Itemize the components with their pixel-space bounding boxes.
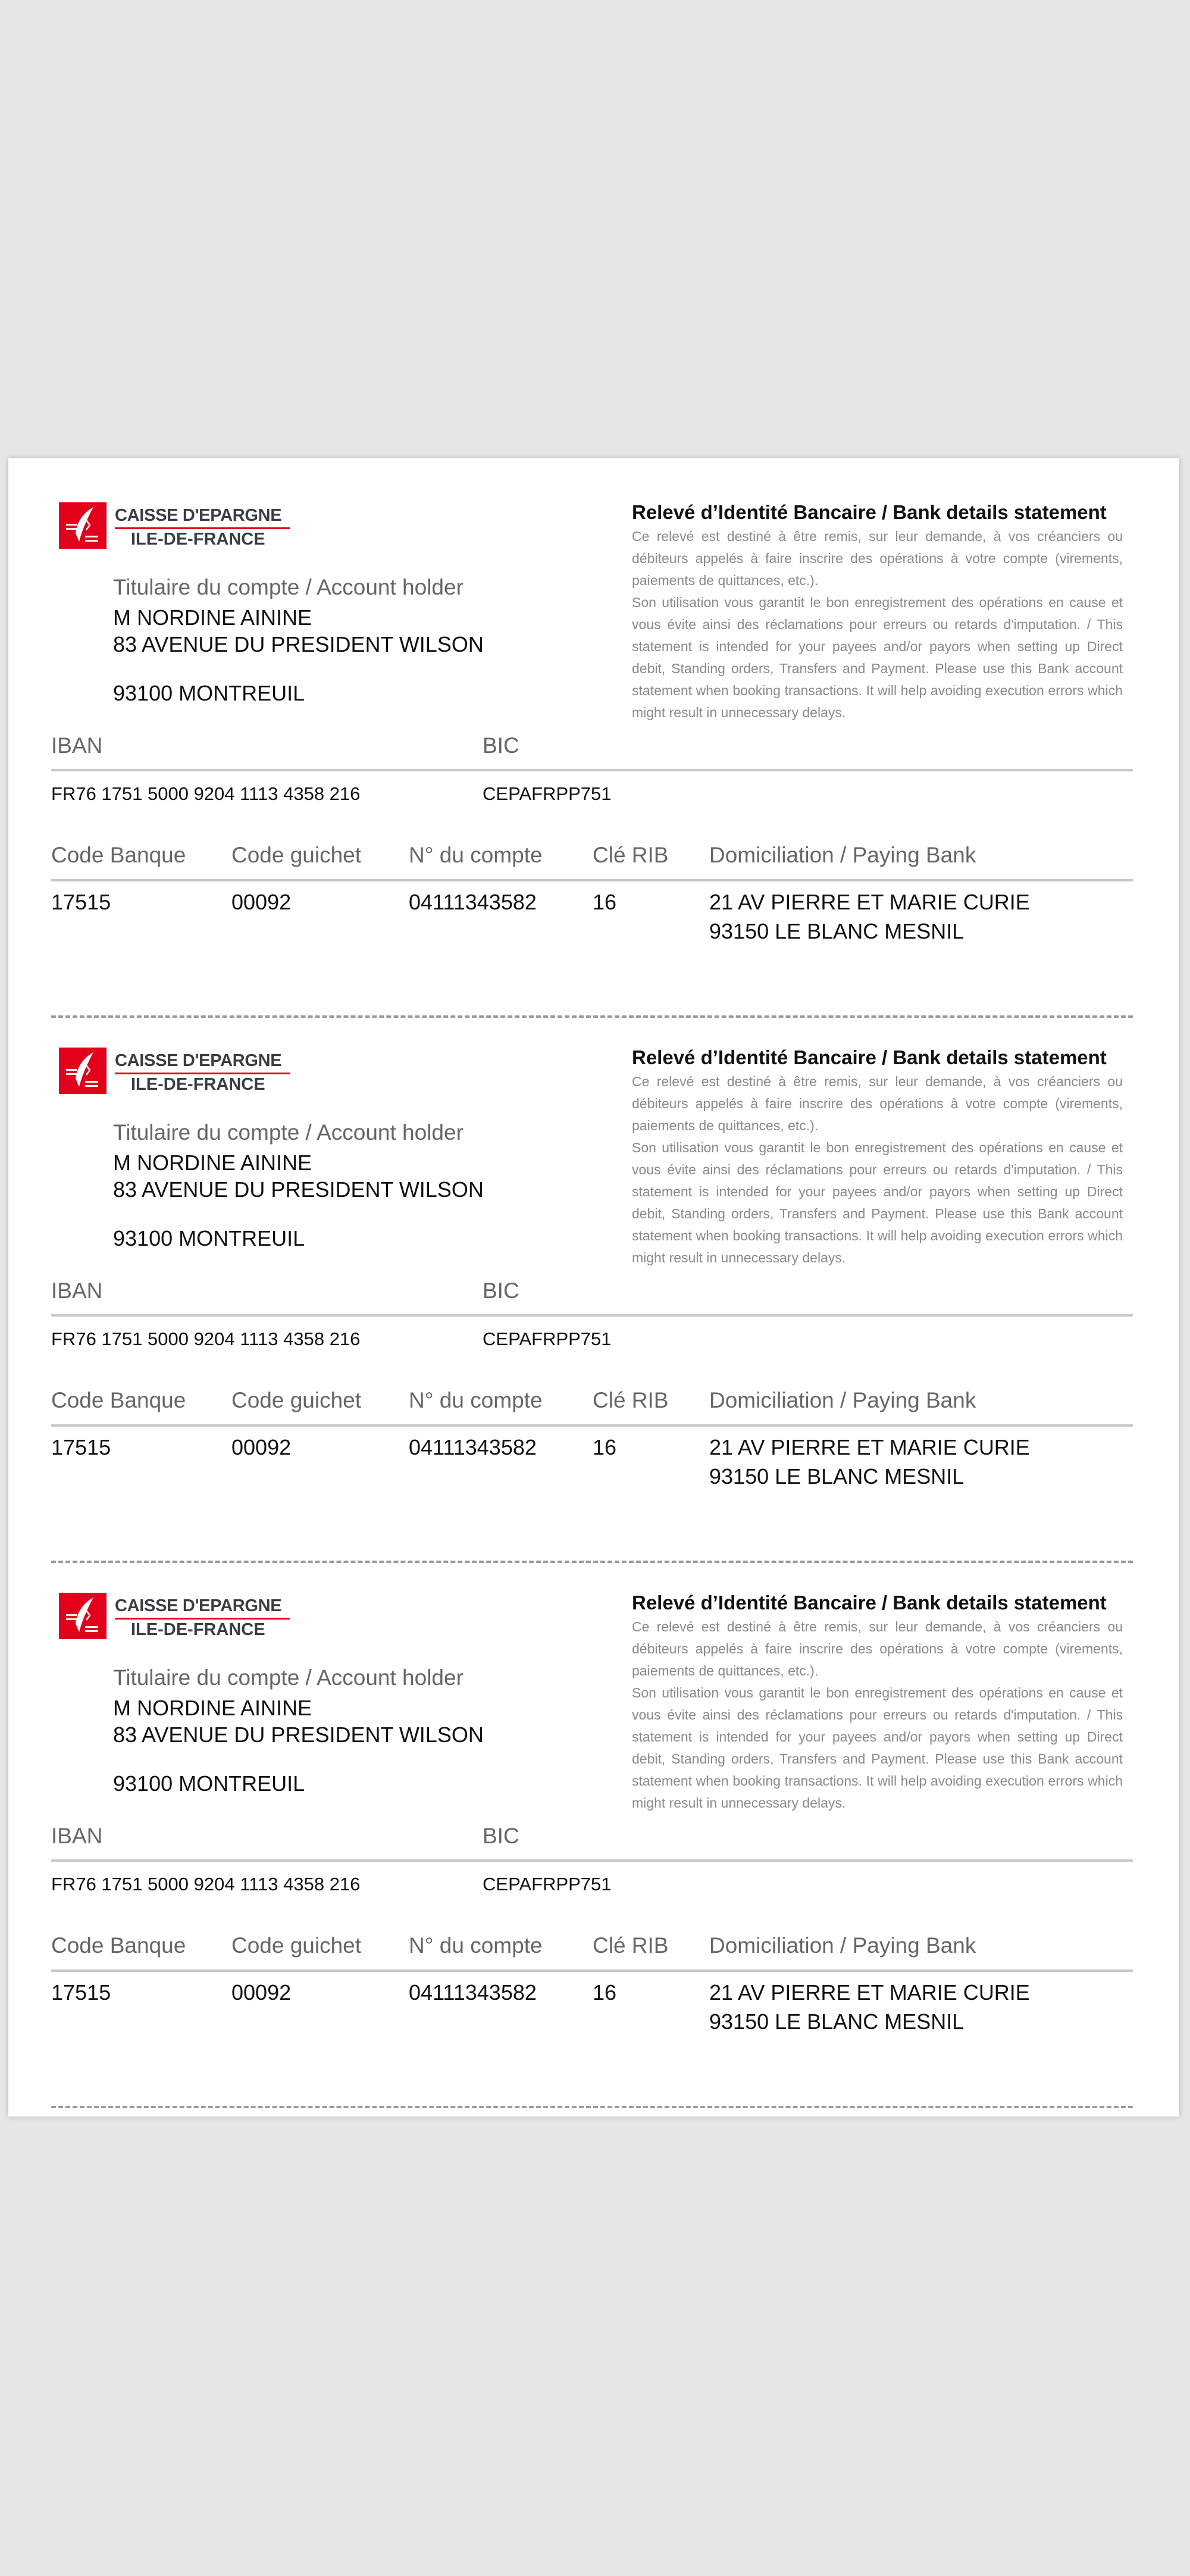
caisse-epargne-logo-icon — [59, 502, 107, 549]
code-guichet-value: 00092 — [231, 890, 292, 914]
rib-document — [8, 458, 1179, 2117]
account-holder-city: 93100 MONTREUIL — [113, 1771, 305, 1796]
bic-value: CEPAFRPP751 — [483, 783, 612, 804]
numero-compte-value: 04111343582 — [409, 890, 537, 914]
header-code-guichet: Code guichet — [231, 843, 362, 867]
cle-rib-value: 16 — [593, 1435, 617, 1459]
divider — [51, 1424, 1133, 1427]
domiciliation-city: 93150 LE BLANC MESNIL — [709, 919, 964, 943]
iban-label: IBAN — [51, 733, 103, 758]
iban-value: FR76 1751 5000 9204 1113 4358 216 — [51, 1328, 361, 1349]
divider — [51, 769, 1133, 771]
iban-value: FR76 1751 5000 9204 1113 4358 216 — [51, 783, 361, 804]
domiciliation-city: 93150 LE BLANC MESNIL — [709, 2009, 964, 2034]
bank-name: CAISSE D'EPARGNE — [115, 506, 282, 525]
divider — [51, 1314, 1133, 1317]
cle-rib-value: 16 — [593, 890, 617, 914]
rib-copy — [8, 458, 1179, 1003]
notice-fr: Ce relevé est destiné à être remis, sur leur demande, à vos créanciers ou débiteurs appelés à faire inscrire des opérations à votre compte (virements, paiements de quittances, etc.). — [632, 529, 1123, 588]
numero-compte-value: 04111343582 — [409, 1435, 537, 1459]
header-cle-rib: Clé RIB — [593, 1933, 669, 1958]
domiciliation-address: 21 AV PIERRE ET MARIE CURIE — [709, 1980, 1030, 2005]
cle-rib-value: 16 — [593, 1980, 617, 2005]
account-holder-address: 83 AVENUE DU PRESIDENT WILSON — [113, 1177, 484, 1202]
header-domiciliation: Domiciliation / Paying Bank — [709, 843, 976, 867]
bic-value: CEPAFRPP751 — [483, 1874, 612, 1895]
account-holder-city: 93100 MONTREUIL — [113, 681, 305, 705]
caisse-epargne-logo-icon — [59, 1048, 107, 1094]
bank-region: ILE-DE-FRANCE — [131, 1075, 265, 1094]
logo-underline — [115, 1618, 290, 1620]
statement-title: Relevé d’Identité Bancaire / Bank details statement — [632, 1046, 1107, 1068]
notice-fr: Ce relevé est destiné à être remis, sur leur demande, à vos créanciers ou débiteurs appelés à faire inscrire des opérations à votre compte (virements, paiements de quittances, etc.). — [632, 1619, 1123, 1678]
bic-label: BIC — [483, 733, 519, 758]
domiciliation-address: 21 AV PIERRE ET MARIE CURIE — [709, 1435, 1030, 1459]
bic-value: CEPAFRPP751 — [483, 1328, 612, 1349]
divider — [51, 1859, 1133, 1862]
header-numero-compte: N° du compte — [409, 1388, 543, 1412]
account-holder-name: M NORDINE AININE — [113, 605, 312, 630]
rib-copy — [8, 1003, 1179, 1549]
header-numero-compte: N° du compte — [409, 1933, 543, 1958]
code-banque-value: 17515 — [51, 1980, 111, 2005]
account-holder-name: M NORDINE AININE — [113, 1696, 312, 1720]
statement-notice — [632, 526, 1123, 724]
bic-label: BIC — [483, 1824, 519, 1848]
statement-notice — [632, 1616, 1123, 1814]
code-banque-value: 17515 — [51, 1435, 111, 1459]
code-guichet-value: 00092 — [231, 1980, 292, 2005]
account-holder-label: Titulaire du compte / Account holder — [113, 1665, 464, 1690]
bank-region: ILE-DE-FRANCE — [131, 1620, 265, 1639]
iban-label: IBAN — [51, 1824, 103, 1848]
header-code-banque: Code Banque — [51, 1388, 186, 1412]
header-cle-rib: Clé RIB — [593, 1388, 669, 1412]
account-holder-city: 93100 MONTREUIL — [113, 1226, 305, 1251]
header-code-guichet: Code guichet — [231, 1388, 362, 1412]
notice-en: Son utilisation vous garantit le bon enregistrement des opérations en cause et vous évite ainsi des réclamations pour erreurs ou retards d'imputation. / This statement is intended for your payees and/or payors when setting up Direct debit, Standing orders, Transfers and Payment. Please use this Bank account statement when booking transactions. It will help avoiding execution errors which might result in unnecessary delays. — [632, 1140, 1123, 1265]
header-code-banque: Code Banque — [51, 843, 186, 867]
logo-underline — [115, 527, 290, 529]
domiciliation-city: 93150 LE BLANC MESNIL — [709, 1464, 964, 1489]
cut-line — [51, 2106, 1133, 2108]
bank-region: ILE-DE-FRANCE — [131, 530, 265, 549]
header-domiciliation: Domiciliation / Paying Bank — [709, 1388, 976, 1412]
divider — [51, 1969, 1133, 1972]
iban-label: IBAN — [51, 1278, 103, 1303]
bic-label: BIC — [483, 1278, 519, 1303]
bank-name: CAISSE D'EPARGNE — [115, 1051, 282, 1070]
domiciliation-address: 21 AV PIERRE ET MARIE CURIE — [709, 890, 1030, 914]
bank-name: CAISSE D'EPARGNE — [115, 1596, 282, 1615]
header-cle-rib: Clé RIB — [593, 843, 669, 867]
notice-fr: Ce relevé est destiné à être remis, sur leur demande, à vos créanciers ou débiteurs appelés à faire inscrire des opérations à votre compte (virements, paiements de quittances, etc.). — [632, 1074, 1123, 1133]
caisse-epargne-logo-icon — [59, 1593, 107, 1639]
divider — [51, 879, 1133, 881]
code-banque-value: 17515 — [51, 890, 111, 914]
logo-underline — [115, 1073, 290, 1074]
account-holder-address: 83 AVENUE DU PRESIDENT WILSON — [113, 1722, 484, 1747]
notice-en: Son utilisation vous garantit le bon enregistrement des opérations en cause et vous évite ainsi des réclamations pour erreurs ou retards d'imputation. / This statement is intended for your payees and/or payors when setting up Direct debit, Standing orders, Transfers and Payment. Please use this Bank account statement when booking transactions. It will help avoiding execution errors which might result in unnecessary delays. — [632, 1685, 1123, 1811]
code-guichet-value: 00092 — [231, 1435, 292, 1459]
account-holder-label: Titulaire du compte / Account holder — [113, 1120, 464, 1145]
header-code-banque: Code Banque — [51, 1933, 186, 1958]
iban-value: FR76 1751 5000 9204 1113 4358 216 — [51, 1874, 361, 1895]
notice-en: Son utilisation vous garantit le bon enregistrement des opérations en cause et vous évite ainsi des réclamations pour erreurs ou retards d'imputation. / This statement is intended for your payees and/or payors when setting up Direct debit, Standing orders, Transfers and Payment. Please use this Bank account statement when booking transactions. It will help avoiding execution errors which might result in unnecessary delays. — [632, 595, 1123, 720]
header-numero-compte: N° du compte — [409, 843, 543, 867]
statement-title: Relevé d’Identité Bancaire / Bank details statement — [632, 1592, 1107, 1614]
rib-copy — [8, 1549, 1179, 2094]
account-holder-label: Titulaire du compte / Account holder — [113, 575, 464, 599]
statement-notice — [632, 1071, 1123, 1269]
account-holder-address: 83 AVENUE DU PRESIDENT WILSON — [113, 632, 484, 656]
account-holder-name: M NORDINE AININE — [113, 1151, 312, 1175]
header-domiciliation: Domiciliation / Paying Bank — [709, 1933, 976, 1958]
header-code-guichet: Code guichet — [231, 1933, 362, 1958]
numero-compte-value: 04111343582 — [409, 1980, 537, 2005]
statement-title: Relevé d’Identité Bancaire / Bank details statement — [632, 501, 1107, 523]
